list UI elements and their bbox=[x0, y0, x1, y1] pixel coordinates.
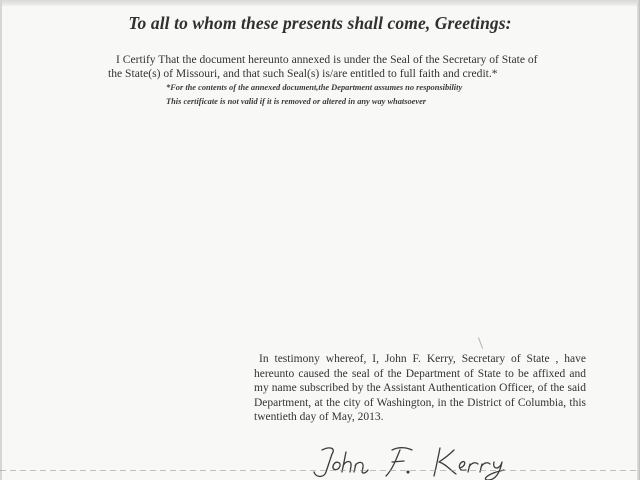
greeting-heading: To all to whom these presents shall come, Greetings: bbox=[128, 13, 512, 33]
certification-statement bbox=[108, 53, 583, 81]
left-edge bbox=[0, 0, 2, 480]
bottom-border bbox=[0, 470, 640, 471]
certification-line-1: I Certify That the document hereunto annexed is under the Seal of the Secretary of State of bbox=[116, 53, 538, 66]
signature-image bbox=[300, 440, 560, 480]
testimony-text: In testimony whereof, I, John F. Kerry, Secretary of State , have hereunto caused the seal of the Department of State to be affixed and my name subscribed by the Assistant Authentication Officer, of the said Department, at the city of Washington, in the District of Columbia, this twentieth day of May, 2013. bbox=[254, 353, 586, 424]
validity-note: This certificate is not valid if it is removed or altered in any way whatsoever bbox=[166, 97, 427, 106]
pen-mark bbox=[478, 337, 483, 349]
certification-line-2: the State(s) of Missouri, and that such Seal(s) is/are entitled to full faith and credit.* bbox=[108, 67, 498, 80]
testimony-paragraph bbox=[254, 352, 586, 425]
responsibility-note: *For the contents of the annexed document,the Department assumes no responsibility bbox=[166, 83, 463, 92]
top-edge bbox=[0, 0, 640, 6]
